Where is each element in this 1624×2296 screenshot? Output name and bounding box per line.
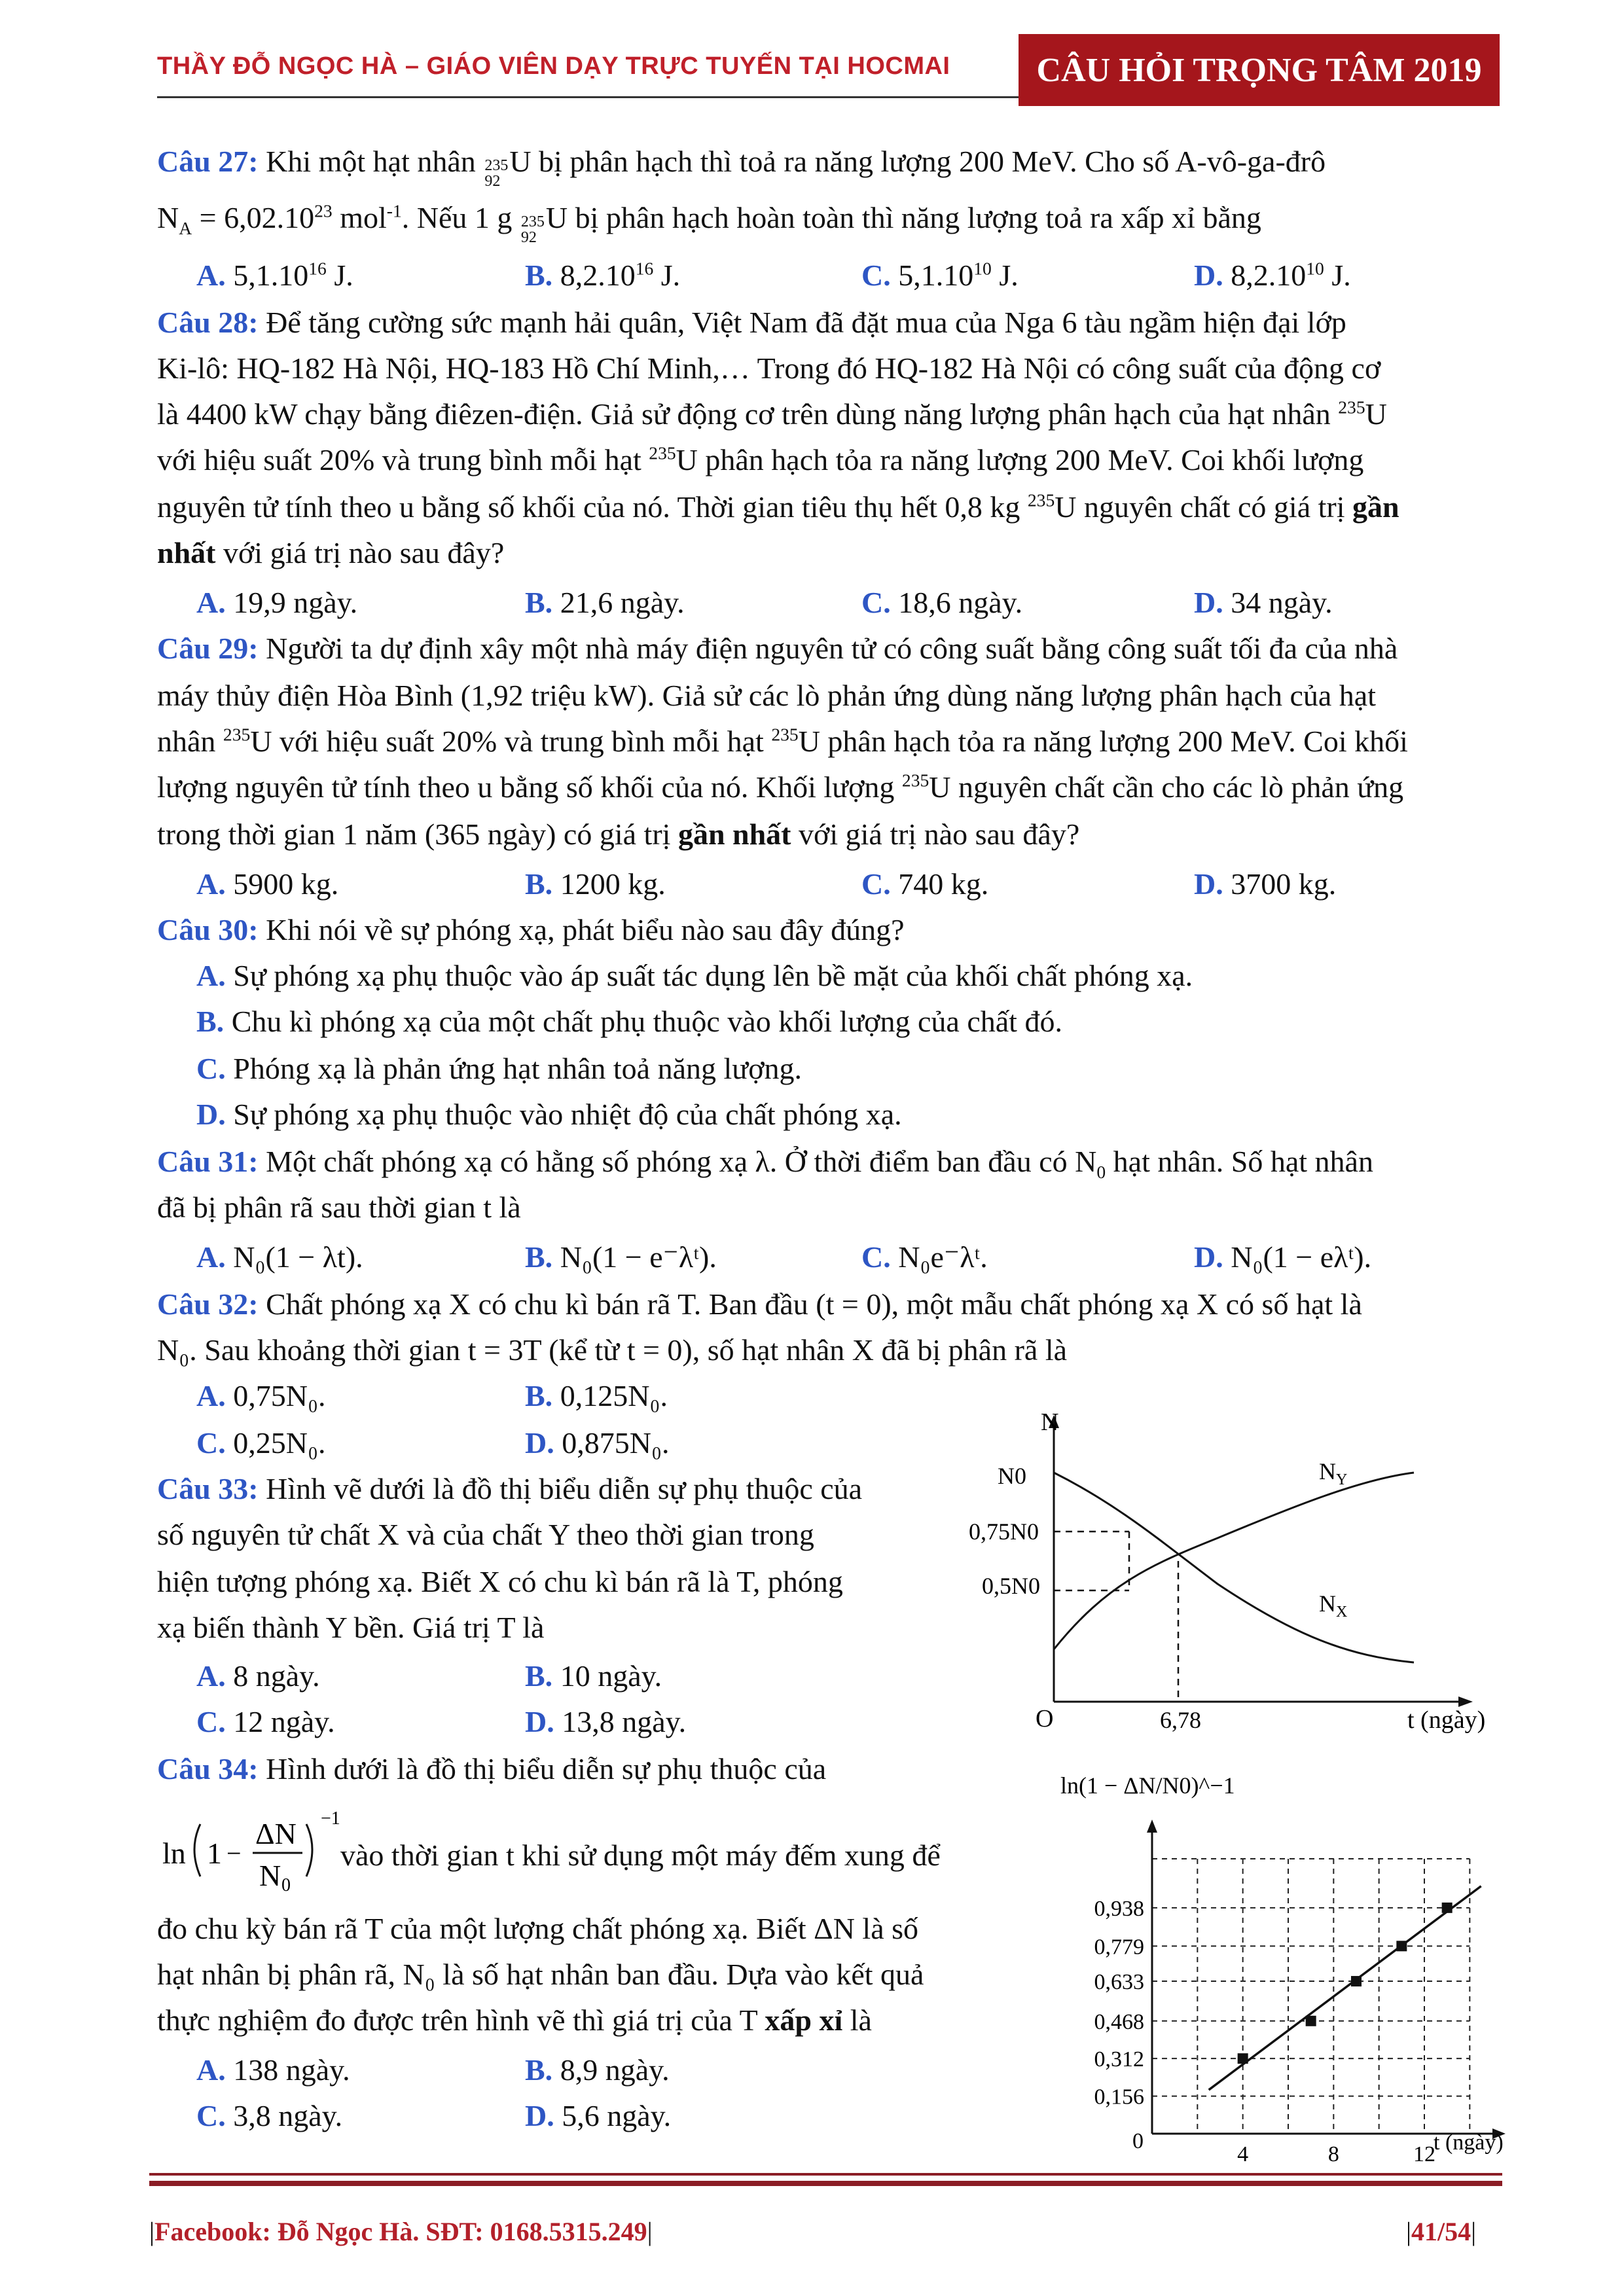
chart2-data-point <box>1306 2016 1316 2026</box>
q31-option-d[interactable]: D. N₀(1 − eλᵗ). <box>1194 1240 1372 1274</box>
q28-option-c[interactable]: C. 18,6 ngày. <box>861 586 1023 619</box>
chart2-y-tick: 0,938 <box>1094 1896 1144 1921</box>
q32-option-b[interactable]: B. 0,125N₀. <box>525 1379 668 1412</box>
chart2-fit-line <box>1209 1886 1481 2090</box>
q29-option-a[interactable]: A. 5900 kg. <box>196 867 339 901</box>
footer-rule-thick <box>149 2181 1502 2186</box>
q31-line1: Câu 31: Một chất phóng xạ có hằng số phóng xạ λ. Ở thời điểm ban đầu có $N_0$ hạt nhân. Số hạt nhân <box>157 1145 1373 1183</box>
q28-line6: nhất với giá trị nào sau đây? <box>157 536 505 569</box>
q27-line2: $N_A = 6,02.10^{23}$ mol$^{-1}$. Nếu 1 g 235 92 U bị phân hạch hoàn toàn thì năng lượng toả ra xấp xỉ bằng <box>157 200 1261 246</box>
q34-line5: thực nghiệm đo được trên hình vẽ thì giá trị của T xấp xỉ là <box>157 2003 872 2037</box>
x-axis-arrow <box>1458 1696 1473 1707</box>
svg-text:−1: −1 <box>321 1808 340 1829</box>
svg-text:ΔN: ΔN <box>255 1817 297 1850</box>
y-tick-075: 0,75N0 <box>969 1518 1039 1545</box>
chart2-data-point <box>1442 1903 1453 1913</box>
q32-line1: Câu 32: Chất phóng xạ X có chu kì bán rã T. Ban đầu (t = 0), một mẫu chất phóng xạ X có số hạt là <box>157 1287 1362 1321</box>
q30-line1: Câu 30: Khi nói về sự phóng xạ, phát biểu nào sau đây đúng? <box>157 913 905 946</box>
q33-line3: hiện tượng phóng xạ. Biết X có chu kì bán rã là T, phóng <box>157 1565 843 1598</box>
y-tick-05: 0,5N0 <box>982 1573 1040 1599</box>
q33-line2: số nguyên tử chất X và của chất Y theo thời gian trong <box>157 1518 814 1551</box>
q29-line1: Câu 29: Người ta dự định xây một nhà máy điện nguyên tử có công suất bằng công suất tối đa của nhà <box>157 632 1398 665</box>
x-tick-678: 6,78 <box>1160 1707 1201 1733</box>
footer-rule <box>149 2173 1502 2176</box>
q28-line3: là 4400 kW chạy bằng điêzen-điện. Giả sử động cơ trên dùng năng lượng phân hạch của hạt nhân $^{235}$U <box>157 397 1387 431</box>
q31-option-c[interactable]: C. N₀e⁻λᵗ. <box>861 1240 988 1274</box>
footer-page: |41/54| <box>1406 2217 1477 2246</box>
q29-option-c[interactable]: C. 740 kg. <box>861 867 989 901</box>
svg-text:ln: ln <box>162 1837 186 1870</box>
svg-text:1: 1 <box>207 1837 222 1870</box>
q27-isotope: 235 92 <box>484 157 509 190</box>
chart2-title: ln(1 − ΔN/N0)^−1 <box>1060 1772 1235 1799</box>
svg-text:−: − <box>226 1839 242 1868</box>
q33-line1: Câu 33: Hình vẽ dưới là đồ thị biểu diễn sự phụ thuộc của <box>157 1472 863 1505</box>
q29-line4: lượng nguyên tử tính theo u bằng số khối của nó. Khối lượng $^{235}$U nguyên chất cần cho các lò phản ứng <box>157 770 1404 804</box>
q30-option-c[interactable]: C. Phóng xạ là phản ứng hạt nhân toả năng lượng. <box>196 1052 803 1085</box>
q33-line4: xạ biến thành Y bền. Giá trị T là <box>157 1611 545 1644</box>
q28-line5: nguyên tử tính theo u bằng số khối của nó. Thời gian tiêu thụ hết 0,8 kg $^{235}$U nguyên chất có giá trị gần <box>157 490 1399 524</box>
q28-option-d[interactable]: D. 34 ngày. <box>1194 586 1333 619</box>
chart2-x-tick: 4 <box>1237 2142 1249 2166</box>
ln-graph <box>1047 1754 1545 2173</box>
q29-line5: trong thời gian 1 năm (365 ngày) có giá trị gần nhất với giá trị nào sau đây? <box>157 817 1080 851</box>
q33-option-b[interactable]: B. 10 ngày. <box>525 1659 662 1693</box>
chart2-y-arrow <box>1147 1820 1157 1833</box>
origin-label: O <box>1036 1705 1054 1732</box>
q32-option-c[interactable]: C. 0,25N₀. <box>196 1426 326 1460</box>
q28-option-b[interactable]: B. 21,6 ngày. <box>525 586 685 619</box>
q27-label: Câu 27: <box>157 145 259 178</box>
svg-text:0: 0 <box>281 1875 291 1895</box>
q34-option-d[interactable]: D. 5,6 ngày. <box>525 2099 672 2132</box>
q30-option-b[interactable]: B. Chu kì phóng xạ của một chất phụ thuộc vào khối lượng của chất đó. <box>196 1005 1062 1038</box>
q34-line3: đo chu kỳ bán rã T của một lượng chất phóng xạ. Biết ΔN là số <box>157 1912 919 1945</box>
header-badge: CÂU HỎI TRỌNG TÂM 2019 <box>1019 34 1500 106</box>
q32-option-a[interactable]: A. 0,75N₀. <box>196 1379 326 1412</box>
q33-option-a[interactable]: A. 8 ngày. <box>196 1659 320 1693</box>
series-ny-line <box>1054 1473 1414 1649</box>
chart2-origin: 0 <box>1132 2129 1144 2153</box>
q33-option-d[interactable]: D. 13,8 ngày. <box>525 1705 687 1738</box>
chart2-y-tick: 0,633 <box>1094 1970 1144 1995</box>
q34-option-b[interactable]: B. 8,9 ngày. <box>525 2053 670 2087</box>
q27-line1: Câu 27: Khi một hạt nhân 235 92 U bị phân hạch thì toả ra năng lượng 200 MeV. Cho số A-vô-ga-đrô <box>157 145 1326 190</box>
chart2-data-point <box>1396 1941 1407 1951</box>
q30-option-d[interactable]: D. Sự phóng xạ phụ thuộc vào nhiệt độ của chất phóng xạ. <box>196 1098 902 1131</box>
y-axis-label: N <box>1041 1408 1059 1436</box>
series-nx-line <box>1054 1473 1414 1662</box>
x-axis-label: t (ngày) <box>1407 1706 1486 1734</box>
q32-line2: N₀. Sau khoảng thời gian t = 3T (kể từ t = 0), số hạt nhân X đã bị phân rã là <box>157 1333 1068 1367</box>
q29-option-b[interactable]: B. 1200 kg. <box>525 867 666 901</box>
q34-option-a[interactable]: A. 138 ngày. <box>196 2053 350 2087</box>
q29-line2: máy thủy điện Hòa Bình (1,92 triệu kW). Giả sử các lò phản ứng dùng năng lượng phân hạch của hạt <box>157 679 1376 712</box>
q27-option-b[interactable]: B. 8,2.10$^{16}$ J. <box>525 258 681 292</box>
chart2-y-tick: 0,156 <box>1094 2085 1144 2109</box>
chart2-y-tick: 0,312 <box>1094 2047 1144 2072</box>
q31-line2: đã bị phân rã sau thời gian t là <box>157 1191 521 1224</box>
q27-option-a[interactable]: A. 5,1.10$^{16}$ J. <box>196 258 353 292</box>
q27-option-d[interactable]: D. 8,2.10$^{10}$ J. <box>1194 258 1351 292</box>
q34-line2: vào thời gian t khi sử dụng một máy đếm xung để <box>340 1839 941 1872</box>
chart2-y-tick: 0,779 <box>1094 1935 1144 1960</box>
q31-option-b[interactable]: B. N₀(1 − e⁻λᵗ). <box>525 1240 717 1274</box>
q32-option-d[interactable]: D. 0,875N₀. <box>525 1426 670 1460</box>
q31-option-a[interactable]: A. N₀(1 − λt). <box>196 1240 363 1274</box>
q34-option-c[interactable]: C. 3,8 ngày. <box>196 2099 343 2132</box>
q29-line3: nhân $^{235}$U với hiệu suất 20% và trung bình mỗi hạt $^{235}$U phân hạch tỏa ra năng lượng 200 MeV. Coi khối <box>157 724 1408 758</box>
q29-option-d[interactable]: D. 3700 kg. <box>1194 867 1337 901</box>
q33-option-c[interactable]: C. 12 ngày. <box>196 1705 335 1738</box>
y-tick-n0: N0 <box>998 1463 1026 1489</box>
chart2-x-tick: 12 <box>1413 2142 1435 2166</box>
chart2-y-tick: 0,468 <box>1094 2009 1144 2034</box>
chart2-data-point <box>1238 2053 1248 2064</box>
chart2-x-label: t (ngày) <box>1434 2130 1504 2155</box>
q34-line1: Câu 34: Hình dưới là đồ thị biểu diễn sự phụ thuộc của <box>157 1752 827 1785</box>
chart2-x-tick: 8 <box>1327 2142 1339 2166</box>
decay-graph-xy <box>956 1401 1519 1741</box>
q28-option-a[interactable]: A. 19,9 ngày. <box>196 586 358 619</box>
q34-formula <box>157 1790 347 1905</box>
q27-option-c[interactable]: C. 5,1.10$^{10}$ J. <box>861 258 1019 292</box>
chart2-data-point <box>1351 1976 1362 1986</box>
series-ny-label: $N_Y$ <box>1319 1458 1348 1488</box>
svg-text:N: N <box>259 1859 281 1892</box>
header-divider <box>157 96 1019 98</box>
series-nx-label: $N_X$ <box>1319 1590 1348 1621</box>
q28-line4: với hiệu suất 20% và trung bình mỗi hạt $^{235}$U phân hạch tỏa ra năng lượng 200 MeV. Coi khối lượng <box>157 442 1364 476</box>
q28-line1: Câu 28: Để tăng cường sức mạnh hải quân, Việt Nam đã đặt mua của Nga 6 tàu ngầm hiện đại lớp <box>157 306 1346 339</box>
header-title: THẦY ĐỖ NGỌC HÀ – GIÁO VIÊN DẠY TRỰC TUYẾN TẠI HOCMAI <box>157 52 950 80</box>
footer-contact: |Facebook: Đỗ Ngọc Hà. SĐT: 0168.5315.249| <box>149 2217 653 2246</box>
q28-line2: Ki-lô: HQ-182 Hà Nội, HQ-183 Hồ Chí Minh,… Trong đó HQ-182 Hà Nội có công suất của động cơ <box>157 351 1381 385</box>
q30-option-a[interactable]: A. Sự phóng xạ phụ thuộc vào áp suất tác dụng lên bề mặt của khối chất phóng xạ. <box>196 959 1193 992</box>
q34-line4: hạt nhân bị phân rã, N₀ là số hạt nhân ban đầu. Dựa vào kết quả <box>157 1958 924 1991</box>
